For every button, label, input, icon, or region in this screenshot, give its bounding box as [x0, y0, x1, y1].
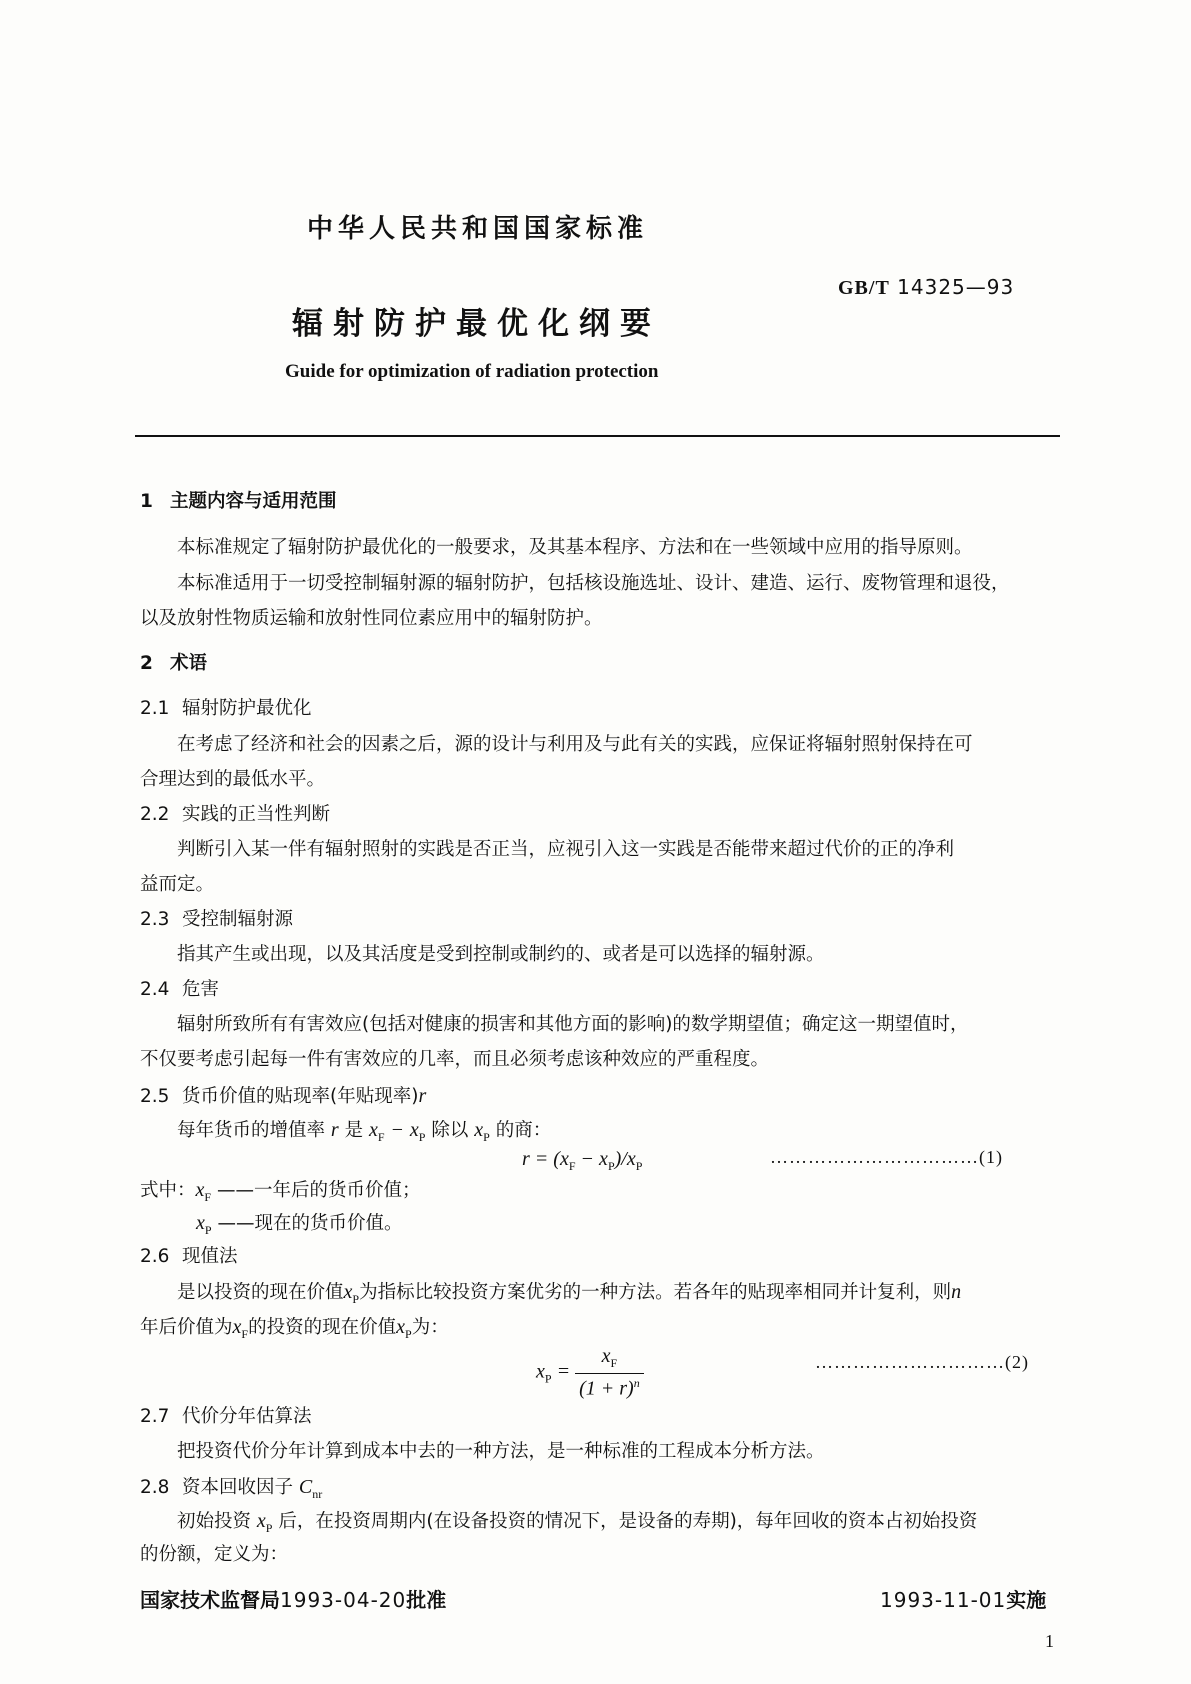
section-title: 术语 — [170, 653, 208, 674]
text-fragment: 的投资的现在价值 — [248, 1317, 397, 1338]
symbol-cnr: $C_{nr}$ — [298, 1476, 323, 1501]
text-fragment: 每年货币的增值率 — [177, 1120, 326, 1141]
term-number: 2.4 — [140, 979, 170, 1000]
implementation-date: 1993-11-01 — [880, 1588, 1007, 1612]
text-fragment: 的商： — [495, 1120, 552, 1141]
standard-code-number: 14325—93 — [897, 275, 1015, 299]
term-2-6-line-1 — [177, 1282, 961, 1305]
term-number: 2.7 — [140, 1406, 170, 1427]
minus-sign: − — [390, 1119, 404, 1141]
term-2-1-line-1: 在考虑了经济和社会的因素之后，源的设计与利用及与此有关的实践，应保证将辐射照射保持在可 — [177, 734, 973, 755]
term-title: 代价分年估算法 — [182, 1406, 312, 1427]
term-2-6-line-2 — [140, 1317, 449, 1340]
term-number: 2.6 — [140, 1246, 170, 1267]
term-title: 现值法 — [182, 1246, 238, 1267]
implementation-label: 实施 — [1006, 1588, 1047, 1612]
term-2-3-line-1: 指其产生或出现，以及其活度是受到控制或制约的、或者是可以选择的辐射源。 — [177, 944, 825, 965]
term-number: 2.8 — [140, 1477, 170, 1498]
symbol-xp: $x_P$ — [409, 1119, 426, 1144]
term-2-2-line-1: 判断引入某一伴有辐射照射的实践是否正当，应视引入这一实践是否能带来超过代价的正的净利 — [177, 839, 955, 860]
symbol-xf: $x_F$ — [195, 1179, 212, 1204]
standard-type-heading: 中华人民共和国国家标准 — [307, 214, 649, 244]
term-symbol: r — [418, 1085, 427, 1107]
document-title-cn: 辐射防护最优化纲要 — [292, 306, 661, 342]
equation-2-number: …………………………(2) — [815, 1352, 1029, 1372]
page-number: 1 — [1045, 1631, 1054, 1651]
equation-2: $x_P$ = $\frac{x_F}{(1 + r)^n}$ — [536, 1345, 644, 1401]
sec1-paragraph-2-line-1: 本标准适用于一切受控制辐射源的辐射防护，包括核设施选址、设计、建造、运行、废物管理和退役， — [177, 573, 1010, 594]
symbol-xp: $x_P$ — [343, 1281, 360, 1306]
equation-1-number: ……………………………(1) — [770, 1147, 1003, 1167]
section-1-heading — [140, 493, 337, 512]
section-number: 1 — [140, 491, 153, 512]
term-title: 实践的正当性判断 — [182, 804, 331, 825]
approval-date: 1993-04-20 — [280, 1588, 407, 1612]
symbol-xp: $x_P$ — [256, 1510, 273, 1535]
sec1-paragraph-2-line-2: 以及放射性物质运输和放射性同位素应用中的辐射防护。 — [140, 608, 603, 629]
term-number: 2.2 — [140, 804, 170, 825]
term-2-3-heading — [140, 911, 293, 930]
standard-code — [838, 275, 1014, 300]
term-title: 受控制辐射源 — [182, 909, 294, 930]
term-2-4-line-2: 不仅要考虑引起每一件有害效应的几率，而且必须考虑该种效应的严重程度。 — [140, 1049, 770, 1070]
where-xp-line — [196, 1213, 402, 1236]
xp-description: ——现在的货币价值。 — [217, 1213, 403, 1234]
symbol-xp: $x_P$ — [474, 1119, 490, 1144]
term-2-8-line-2: 的份额，定义为： — [140, 1544, 289, 1565]
header-divider — [135, 435, 1060, 437]
symbol-xf: $x_F$ — [369, 1119, 385, 1144]
term-2-8-line-1 — [177, 1511, 977, 1534]
term-2-2-line-2: 益而定。 — [140, 874, 215, 895]
text-fragment: 是以投资的现在价值 — [177, 1282, 344, 1303]
term-2-1-heading — [140, 700, 312, 719]
where-label: 式中： — [140, 1180, 196, 1201]
term-2-4-heading — [140, 981, 219, 1000]
term-number: 2.1 — [140, 698, 170, 719]
symbol-n: n — [951, 1281, 962, 1303]
term-number: 2.3 — [140, 909, 170, 930]
term-2-6-heading — [140, 1248, 238, 1267]
text-fragment: 为指标比较投资方案优劣的一种方法。若各年的贴现率相同并计复利，则 — [359, 1282, 952, 1303]
symbol-xp: $x_P$ — [196, 1212, 212, 1237]
term-number: 2.5 — [140, 1086, 170, 1107]
implementation-line — [880, 1584, 1046, 1613]
section-number: 2 — [140, 653, 153, 674]
section-title: 主题内容与适用范围 — [170, 491, 337, 512]
approval-org: 国家技术监督局 — [140, 1588, 280, 1612]
approval-label: 批准 — [406, 1588, 447, 1612]
symbol-xp: $x_P$ — [396, 1316, 412, 1341]
equation-2-fraction: $\frac{x_F}{(1 + r)^n}$ — [575, 1345, 644, 1401]
sec1-paragraph-1: 本标准规定了辐射防护最优化的一般要求，及其基本程序、方法和在一些领域中应用的指导原则。 — [177, 537, 973, 558]
text-fragment: 后，在投资周期内(在设备投资的情况下，是设备的寿期)，每年回收的资本占初始投资 — [278, 1511, 978, 1532]
text-fragment: 初始投资 — [177, 1511, 252, 1532]
term-2-5-heading — [140, 1086, 426, 1107]
symbol-xf: $x_F$ — [232, 1316, 249, 1341]
text-fragment: 是 — [344, 1120, 364, 1141]
text-fragment: 除以 — [431, 1120, 469, 1141]
term-2-7-heading — [140, 1408, 312, 1427]
term-2-5-line-1 — [177, 1120, 551, 1143]
text-fragment: 为： — [411, 1317, 449, 1338]
section-2-heading — [140, 655, 207, 674]
text-fragment: 年后价值为 — [140, 1317, 233, 1338]
term-2-4-line-1: 辐射所致所有有害效应(包括对健康的损害和其他方面的影响)的数学期望值；确定这一期望值时， — [177, 1014, 969, 1035]
term-title: 危害 — [182, 979, 220, 1000]
term-title: 货币价值的贴现率(年贴现率) — [182, 1086, 419, 1107]
where-xf-line — [140, 1180, 421, 1203]
term-2-8-heading — [140, 1477, 322, 1500]
term-title: 辐射防护最优化 — [182, 698, 312, 719]
approval-line — [140, 1584, 446, 1613]
term-title: 资本回收因子 — [182, 1477, 294, 1498]
document-title-en: Guide for optimization of radiation protection — [285, 361, 659, 382]
term-2-1-line-2: 合理达到的最低水平。 — [140, 769, 326, 790]
xf-description: ——一年后的货币价值； — [216, 1180, 421, 1201]
equation-1: $r = (x_F - x_P)/x_P$ — [522, 1148, 643, 1173]
standard-code-prefix: GB/T — [838, 277, 890, 299]
term-2-7-line-1: 把投资代价分年计算到成本中去的一种方法，是一种标准的工程成本分析方法。 — [177, 1441, 825, 1462]
symbol-r: r — [330, 1119, 339, 1141]
term-2-2-heading — [140, 806, 330, 825]
